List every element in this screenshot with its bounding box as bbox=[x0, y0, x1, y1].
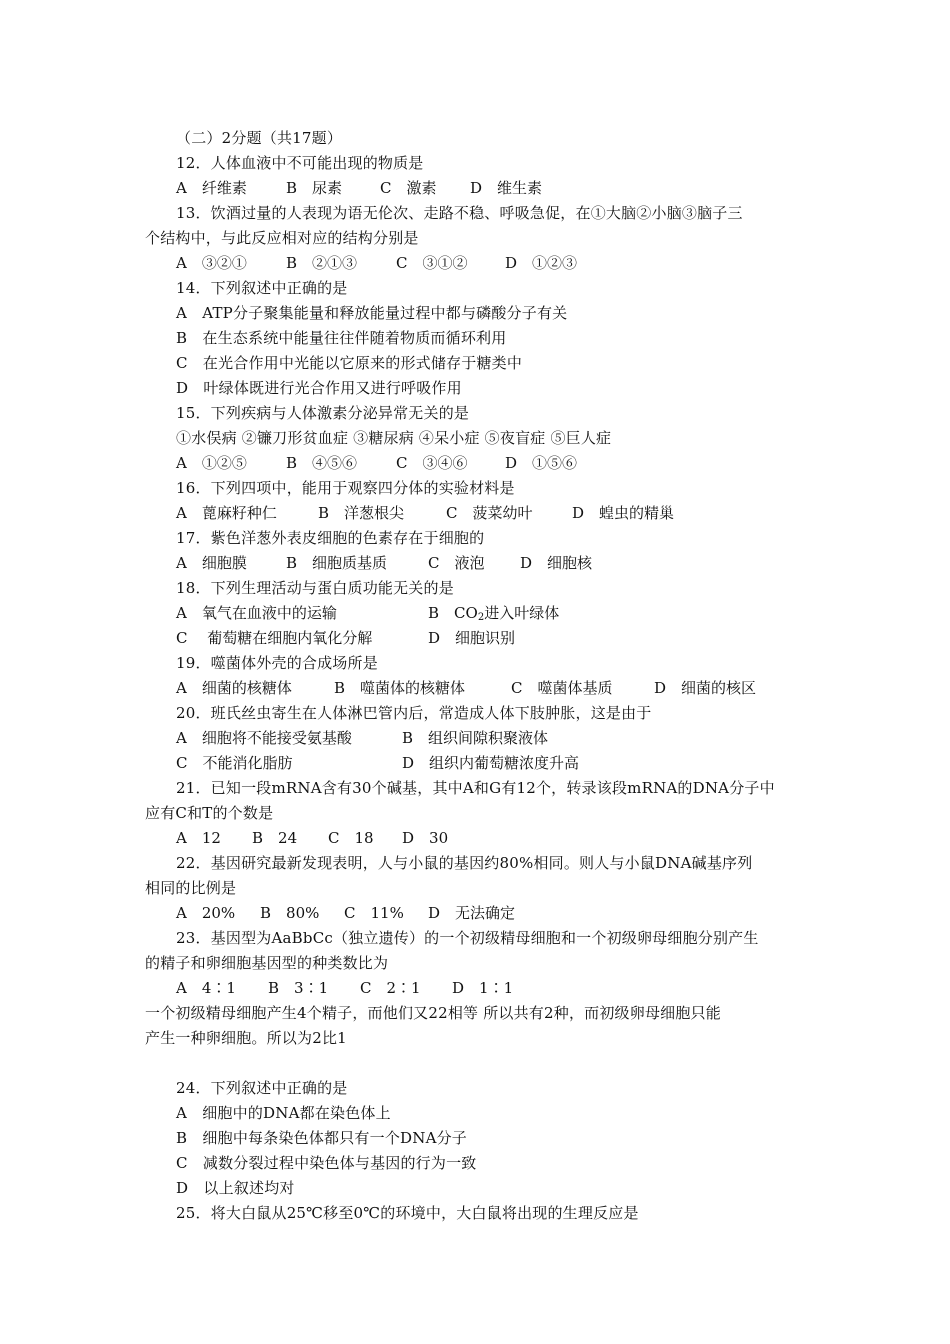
question-13-stem-line2: 个结构中，与此反应相对应的结构分别是 bbox=[145, 229, 419, 247]
q24-option-b: B 细胞中每条染色体都只有一个DNA分子 bbox=[176, 1129, 468, 1147]
question-24-stem: 24．下列叙述中正确的是 bbox=[176, 1079, 348, 1097]
question-23-stem-line2: 的精子和卵细胞基因型的种类数比为 bbox=[145, 954, 389, 972]
q18-option-b-suffix: 进入叶绿体 bbox=[484, 604, 560, 622]
q21-option-b: B 24 bbox=[252, 829, 298, 847]
q22-option-c: C 11% bbox=[344, 904, 404, 922]
q13-option-c: C ③①② bbox=[396, 254, 468, 272]
q22-option-b: B 80% bbox=[260, 904, 320, 922]
q20-option-d: D 组织内葡萄糖浓度升高 bbox=[402, 754, 580, 772]
q21-option-a: A 12 bbox=[176, 829, 221, 847]
q21-option-d: D 30 bbox=[402, 829, 449, 847]
q12-option-c: C 激素 bbox=[380, 179, 437, 197]
question-19-stem: 19．噬菌体外壳的合成场所是 bbox=[176, 654, 378, 672]
question-23-stem-line1: 23．基因型为AaBbCc（独立遗传）的一个初级精母细胞和一个初级卵母细胞分别产生 bbox=[176, 929, 759, 947]
q18-option-d: D 细胞识别 bbox=[428, 629, 516, 647]
q19-option-b: B 噬菌体的核糖体 bbox=[334, 679, 466, 697]
question-13-stem-line1: 13．饮酒过量的人表现为语无伦次、走路不稳、呼吸急促，在①大脑②小脑③脑子三 bbox=[176, 204, 743, 222]
q19-option-a: A 细菌的核糖体 bbox=[176, 679, 292, 697]
q22-option-d: D 无法确定 bbox=[428, 904, 516, 922]
q21-option-c: C 18 bbox=[328, 829, 374, 847]
q24-option-d: D 以上叙述均对 bbox=[176, 1179, 295, 1197]
question-22-stem-line1: 22．基因研究最新发现表明，人与小鼠的基因约80%相同。则人与小鼠DNA碱基序列 bbox=[176, 854, 753, 872]
q19-option-c: C 噬菌体基质 bbox=[511, 679, 613, 697]
q14-option-d: D 叶绿体既进行光合作用又进行呼吸作用 bbox=[176, 379, 462, 397]
q23-option-a: A 4∶1 bbox=[176, 979, 236, 997]
q23-option-d: D 1∶1 bbox=[452, 979, 514, 997]
q17-option-b: B 细胞质基质 bbox=[286, 554, 388, 572]
q20-option-c: C 不能消化脂肪 bbox=[176, 754, 293, 772]
q18-option-b-prefix: B CO bbox=[428, 604, 478, 622]
question-17-stem: 17．紫色洋葱外表皮细胞的色素存在于细胞的 bbox=[176, 529, 485, 547]
q16-option-d: D 蝗虫的精巢 bbox=[572, 504, 675, 522]
q14-option-c: C 在光合作用中光能以它原来的形式储存于糖类中 bbox=[176, 354, 523, 372]
q16-option-a: A 蓖麻籽种仁 bbox=[176, 504, 277, 522]
question-18-stem: 18．下列生理活动与蛋白质功能无关的是 bbox=[176, 579, 454, 597]
q12-option-a: A 纤维素 bbox=[176, 179, 247, 197]
section-header: （二）2分题（共17题） bbox=[176, 129, 343, 147]
q13-option-d: D ①②③ bbox=[505, 254, 578, 272]
q23-option-b: B 3∶1 bbox=[268, 979, 329, 997]
question-22-stem-line2: 相同的比例是 bbox=[145, 879, 237, 897]
q23-explanation-line2: 产生一种卵细胞。所以为2比1 bbox=[145, 1029, 347, 1047]
q20-option-a: A 细胞将不能接受氨基酸 bbox=[176, 729, 352, 747]
q13-option-a: A ③②① bbox=[176, 254, 247, 272]
q15-option-a: A ①②⑤ bbox=[176, 454, 247, 472]
q16-option-b: B 洋葱根尖 bbox=[318, 504, 405, 522]
question-12-stem: 12．人体血液中不可能出现的物质是 bbox=[176, 154, 424, 172]
q14-option-a: A ATP分子聚集能量和释放能量过程中都与磷酸分子有关 bbox=[176, 304, 568, 322]
question-21-stem-line1: 21．已知一段mRNA含有30个碱基，其中A和G有12个，转录该段mRNA的DNA分子中 bbox=[176, 779, 775, 797]
q12-option-b: B 尿素 bbox=[286, 179, 343, 197]
q18-option-a: A 氧气在血液中的运输 bbox=[176, 604, 337, 622]
q12-option-d: D 维生素 bbox=[470, 179, 543, 197]
q24-option-c: C 减数分裂过程中染色体与基因的行为一致 bbox=[176, 1154, 477, 1172]
q15-disease-list: ①水俣病 ②镰刀形贫血症 ③糖尿病 ④呆小症 ⑤夜盲症 ⑤巨人症 bbox=[176, 429, 612, 447]
q19-option-d: D 细菌的核区 bbox=[654, 679, 757, 697]
q22-option-a: A 20% bbox=[176, 904, 236, 922]
q15-option-c: C ③④⑥ bbox=[396, 454, 468, 472]
q20-option-b: B 组织间隙积聚液体 bbox=[402, 729, 549, 747]
q23-explanation-line1: 一个初级精母细胞产生4个精子，而他们又22相等 所以共有2种，而初级卵母细胞只能 bbox=[145, 1004, 721, 1022]
question-14-stem: 14．下列叙述中正确的是 bbox=[176, 279, 348, 297]
q14-option-b: B 在生态系统中能量往往伴随着物质而循环利用 bbox=[176, 329, 507, 347]
q15-option-d: D ①⑤⑥ bbox=[505, 454, 578, 472]
q17-option-c: C 液泡 bbox=[428, 554, 485, 572]
q15-option-b: B ④⑤⑥ bbox=[286, 454, 358, 472]
question-16-stem: 16．下列四项中，能用于观察四分体的实验材料是 bbox=[176, 479, 515, 497]
q16-option-c: C 菠菜幼叶 bbox=[446, 504, 533, 522]
question-15-stem: 15．下列疾病与人体激素分泌异常无关的是 bbox=[176, 404, 470, 422]
co2-subscript: 2 bbox=[477, 612, 485, 623]
question-20-stem: 20．班氏丝虫寄生在人体淋巴管内后，常造成人体下肢肿胀，这是由于 bbox=[176, 704, 652, 722]
q17-option-d: D 细胞核 bbox=[520, 554, 593, 572]
q23-option-c: C 2∶1 bbox=[360, 979, 421, 997]
q18-option-b bbox=[428, 603, 559, 628]
question-21-stem-line2: 应有C和T的个数是 bbox=[145, 804, 274, 822]
q18-option-c: C 葡萄糖在细胞内氧化分解 bbox=[176, 629, 373, 647]
question-25-stem: 25．将大白鼠从25℃移至0℃的环境中，大白鼠将出现的生理反应是 bbox=[176, 1204, 639, 1222]
q17-option-a: A 细胞膜 bbox=[176, 554, 247, 572]
q24-option-a: A 细胞中的DNA都在染色体上 bbox=[176, 1104, 391, 1122]
q13-option-b: B ②①③ bbox=[286, 254, 358, 272]
